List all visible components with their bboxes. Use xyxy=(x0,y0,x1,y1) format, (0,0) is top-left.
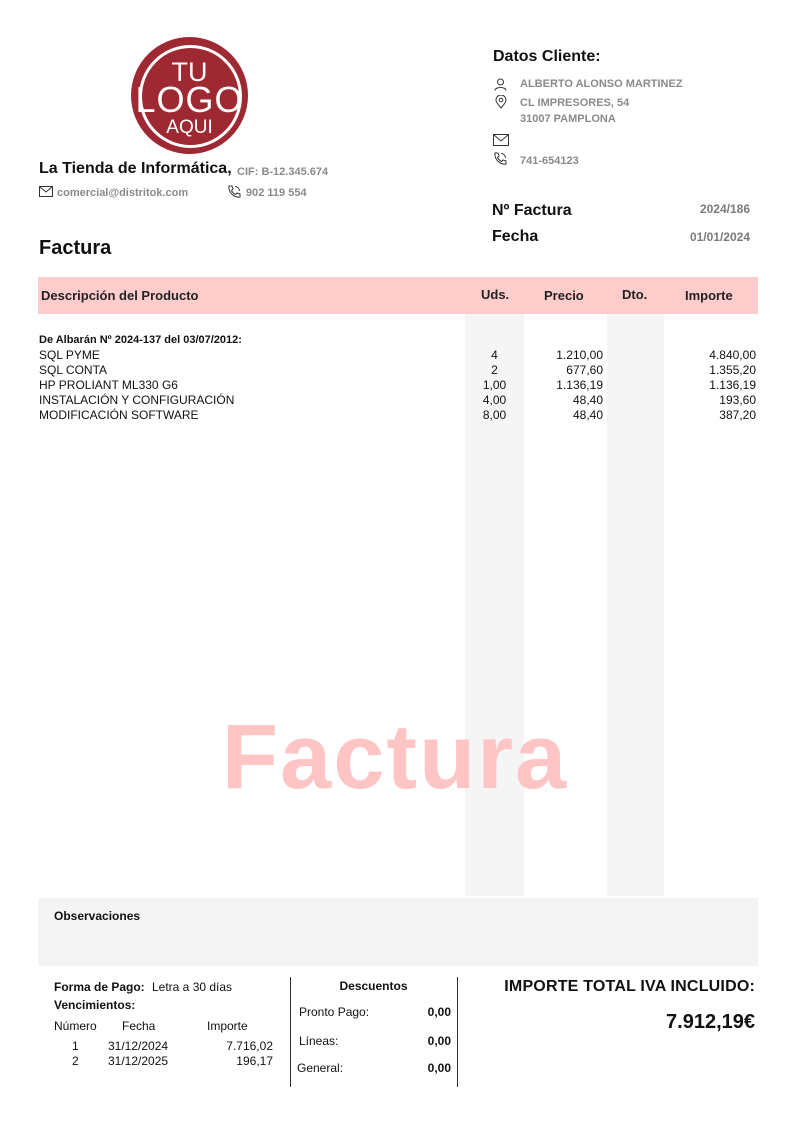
user-icon xyxy=(494,78,507,91)
client-address-line-2: 31007 PAMPLONA xyxy=(520,113,616,125)
logo-line-2: LOGO xyxy=(135,79,244,120)
client-name: ALBERTO ALONSO MARTINEZ xyxy=(520,78,683,90)
due-col-importe: Importe xyxy=(207,1019,248,1033)
due-numero: 1 xyxy=(72,1039,79,1053)
row-uds: 4,00 xyxy=(482,393,507,407)
payment-method-value: Letra a 30 días xyxy=(152,980,233,994)
location-pin-icon xyxy=(495,95,507,109)
client-phone: 741-654123 xyxy=(520,155,579,167)
row-precio: 48,40 xyxy=(572,393,603,407)
row-description: SQL PYME xyxy=(39,348,100,362)
due-numero: 2 xyxy=(72,1054,79,1068)
row-precio: 1.136,19 xyxy=(556,378,603,392)
due-fecha: 31/12/2024 xyxy=(108,1039,169,1053)
company-logo xyxy=(131,37,248,154)
row-importe: 193,60 xyxy=(719,393,756,407)
company-cif: CIF: B-12.345.674 xyxy=(237,166,329,178)
table-header xyxy=(38,277,758,314)
phone-icon xyxy=(227,185,241,199)
due-dates-label: Vencimientos: xyxy=(54,998,136,1012)
observations-box xyxy=(38,898,758,966)
table-row xyxy=(0,378,795,393)
row-uds: 8,00 xyxy=(482,408,507,422)
due-col-fecha: Fecha xyxy=(122,1019,156,1033)
header-precio: Precio xyxy=(544,288,584,303)
divider-right xyxy=(457,977,458,1087)
row-importe: 387,20 xyxy=(719,408,756,422)
divider-left xyxy=(290,977,291,1087)
total-amount: 7.912,19€ xyxy=(666,1011,755,1033)
document-heading: Factura xyxy=(39,237,112,259)
due-col-numero: Número xyxy=(54,1019,97,1033)
watermark: Factura xyxy=(221,706,569,808)
discounts-title: Descuentos xyxy=(339,979,408,993)
discount-lineas-value: 0,00 xyxy=(427,1034,451,1048)
row-precio: 48,40 xyxy=(572,408,603,422)
table-row xyxy=(0,408,795,423)
company-name: La Tienda de Informática, xyxy=(39,160,232,177)
invoice-date-label: Fecha xyxy=(492,228,539,245)
header-dto: Dto. xyxy=(622,287,648,302)
logo-line-3: AQUI xyxy=(166,117,213,138)
client-address-line-1: CL IMPRESORES, 54 xyxy=(520,97,630,109)
row-description: INSTALACIÓN Y CONFIGURACIÓN xyxy=(39,393,235,407)
row-description: MODIFICACIÓN SOFTWARE xyxy=(39,408,199,422)
albaran-reference: De Albarán Nº 2024-137 del 03/07/2012: xyxy=(39,334,242,346)
invoice-number-label: Nº Factura xyxy=(492,202,572,219)
due-importe: 7.716,02 xyxy=(226,1039,273,1053)
discount-general-value: 0,00 xyxy=(427,1061,451,1075)
row-importe: 1.355,20 xyxy=(709,363,756,377)
phone-icon xyxy=(493,152,507,166)
due-importe: 196,17 xyxy=(236,1054,273,1068)
row-precio: 677,60 xyxy=(566,363,603,377)
invoice-date: 01/01/2024 xyxy=(689,230,750,244)
row-importe: 4.840,00 xyxy=(709,348,756,362)
total-label: IMPORTE TOTAL IVA INCLUIDO: xyxy=(504,978,755,995)
table-row xyxy=(0,363,795,378)
discount-pronto-label: Pronto Pago: xyxy=(299,1005,370,1019)
discount-lineas-label: Líneas: xyxy=(299,1034,339,1048)
table-row xyxy=(0,393,795,408)
header-importe: Importe xyxy=(685,288,733,303)
row-description: HP PROLIANT ML330 G6 xyxy=(39,378,178,392)
row-precio: 1.210,00 xyxy=(556,348,603,362)
header-description: Descripción del Producto xyxy=(41,288,199,303)
company-email: comercial@distritok.com xyxy=(57,187,189,199)
row-uds: 4 xyxy=(491,348,498,362)
header-uds: Uds. xyxy=(481,287,510,302)
discount-general-label: General: xyxy=(297,1061,344,1075)
observations-title: Observaciones xyxy=(54,909,141,923)
mail-icon xyxy=(39,186,53,197)
mail-icon xyxy=(493,134,509,146)
payment-method-label: Forma de Pago: xyxy=(54,980,145,994)
invoice-number: 2024/186 xyxy=(699,202,750,216)
table-row xyxy=(0,348,795,363)
row-uds: 1,00 xyxy=(482,378,507,392)
discount-pronto-value: 0,00 xyxy=(427,1005,451,1019)
row-uds: 2 xyxy=(491,363,498,377)
row-description: SQL CONTA xyxy=(39,363,108,377)
due-fecha: 31/12/2025 xyxy=(108,1054,169,1068)
company-phone: 902 119 554 xyxy=(246,187,307,199)
client-title: Datos Cliente: xyxy=(493,48,601,65)
row-importe: 1.136,19 xyxy=(709,378,756,392)
logo-line-1: TU xyxy=(171,57,208,87)
